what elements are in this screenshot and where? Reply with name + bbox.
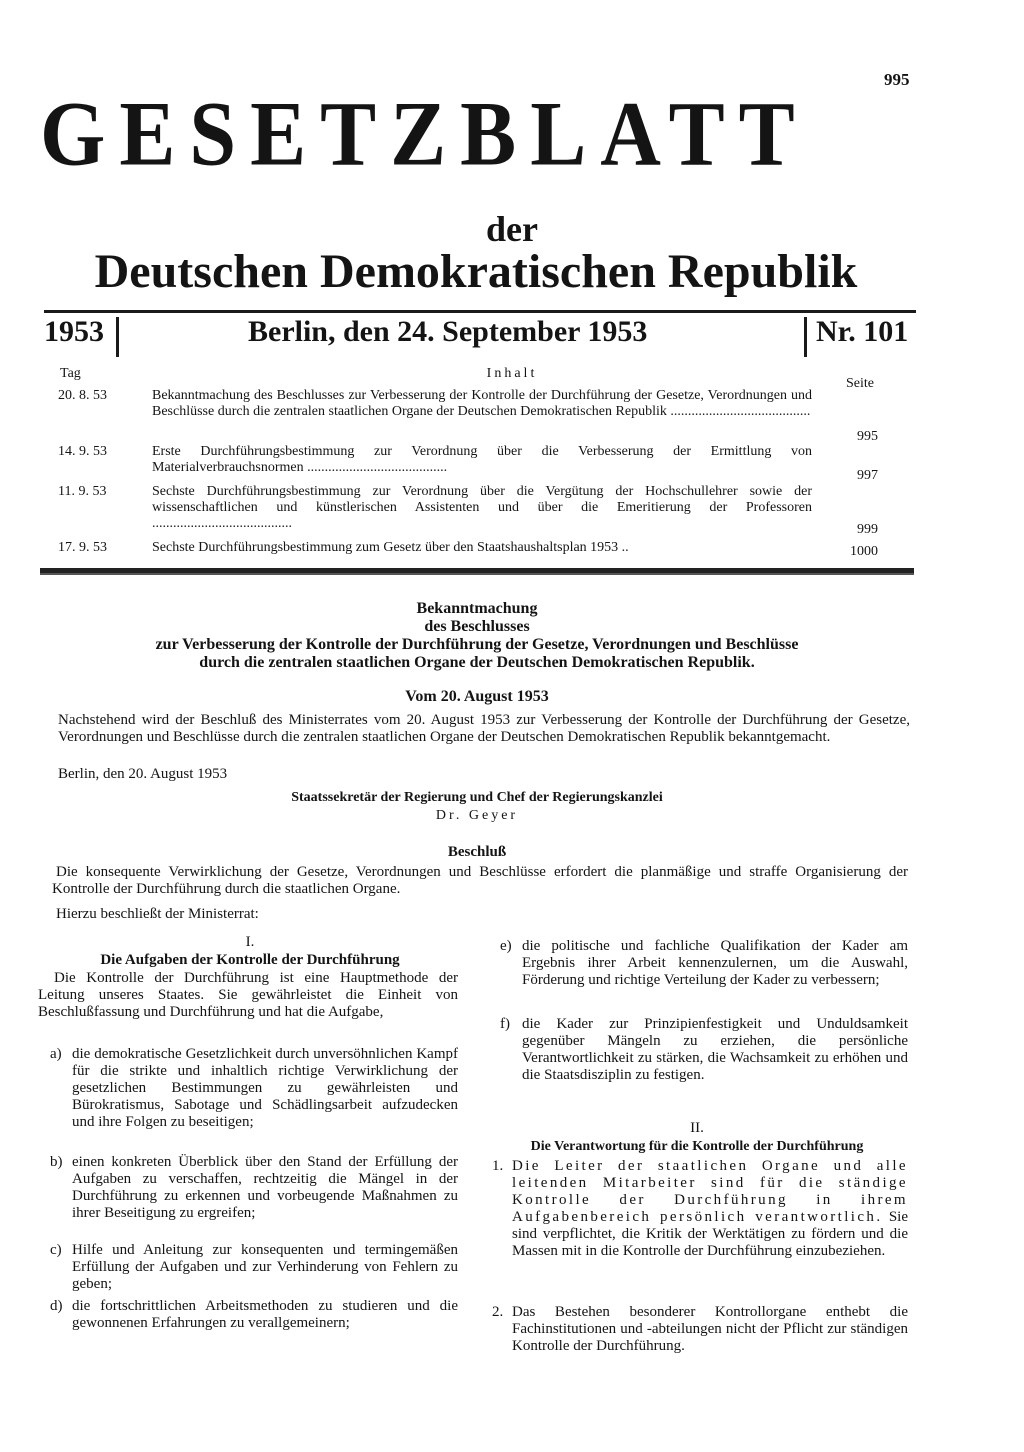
title-line: durch die zentralen staatlichen Organe der Deutschen Demokratischen Republik. — [199, 654, 755, 671]
toc-date: 20. 8. 53 — [58, 388, 107, 403]
issue-date: Berlin, den 24. September 1953 — [248, 315, 648, 348]
masthead-der: der — [486, 209, 538, 249]
item-label: e) — [500, 938, 512, 954]
divider — [116, 317, 119, 357]
title-line: des Beschlusses — [424, 618, 530, 635]
item-text: einen konkreten Überblick über den Stand der Erfüllung der Aufgaben zu verschaffen, rechtzeitig die Mängel in der Durchführung zu erkennen und vorbeugende Maßnahmen zu ihrer Beseitigung zu ergreifen; — [72, 1154, 458, 1221]
section1-number: I. — [245, 934, 255, 950]
dateline — [44, 310, 916, 361]
signatory-title: Staatssekretär der Regierung und Chef der Regierungskanzlei — [291, 790, 663, 805]
section1-intro: Die Kontrolle der Durchführung ist eine Hauptmethode der Leitung unseres Staates. Sie gewährleistet die Einheit von Beschlußfassung und Durchführung und hat die Aufgabe, — [38, 970, 458, 1020]
item-label: c) — [50, 1242, 62, 1258]
toc-title: Bekanntmachung des Beschlusses zur Verbesserung der Kontrolle der Durchführung der Gesetze, Verordnungen und Beschlüsse durch die zentralen staatlichen Organe der Deutschen Demokratischen Republik ........................................ — [152, 388, 812, 419]
section2-number: II. — [690, 1120, 704, 1136]
announcement-date: Vom 20. August 1953 — [405, 688, 549, 705]
issue-number: Nr. 101 — [816, 315, 909, 348]
toc-date: 11. 9. 53 — [58, 484, 107, 499]
page-number: 995 — [884, 70, 910, 89]
toc-page: 995 — [857, 429, 878, 444]
item-text: die fortschrittlichen Arbeitsmethoden zu studieren und die gewonnenen Erfahrungen zu verallgemeinern; — [72, 1298, 458, 1331]
item-label: 2. — [492, 1304, 504, 1320]
toc-entry — [58, 540, 878, 558]
toc-page: 997 — [857, 468, 878, 483]
toc-date: 14. 9. 53 — [58, 444, 107, 459]
year: 1953 — [44, 315, 104, 348]
toc-entry — [58, 484, 878, 536]
decision-intro: Die konsequente Verwirklichung der Gesetze, Verordnungen und Beschlüsse erfordert die planmäßige und straffe Organisierung der Kontrolle der Durchführung durch die staatlichen Organe. — [52, 864, 908, 897]
masthead-state: Deutschen Demokratischen Republik — [94, 245, 858, 298]
announcement-title — [40, 600, 914, 672]
point-text: Das Bestehen besonderer Kontrollorgane enthebt die Fachinstitutionen und -abteilungen nicht der Pflicht zur ständigen Kontrolle der Durchführung. — [512, 1304, 908, 1354]
toc-col-day: Tag — [60, 366, 81, 381]
signatory-name: Dr. Geyer — [435, 808, 519, 823]
toc-heading: Inhalt — [486, 366, 538, 381]
item-text: die Kader zur Prinzipienfestigkeit und Unduldsamkeit gegenüber Mängeln zu erziehen, die persönliche Verantwortlichkeit zu stärken, die Wachsamkeit zu erhöhen und die Staatsdisziplin zu festigen. — [522, 1016, 908, 1083]
title-line: zur Verbesserung der Kontrolle der Durchführung der Gesetze, Verordnungen und Beschlüsse — [155, 636, 799, 653]
item-label: f) — [500, 1016, 510, 1032]
toc-col-page: Seite — [846, 376, 874, 391]
masthead-title: GESETZBLATT — [40, 82, 809, 186]
title-line: Bekanntmachung — [416, 600, 538, 617]
item-text: die politische und fachliche Qualifikation der Kader am Ergebnis ihrer Arbeit kennenzulernen, um die Auswahl, Förderung und richtige Verteilung der Kader zu verbessern; — [522, 938, 908, 988]
item-label: 1. — [492, 1158, 504, 1174]
section1-title: Die Aufgaben der Kontrolle der Durchführung — [100, 952, 400, 968]
toc-page: 1000 — [850, 544, 878, 559]
divider — [804, 317, 807, 357]
point-text: Sie sind verpflichtet, die Kritik der Werktätigen zu fördern und die Massen mit in die Kontrolle der Durchführung einzubeziehen. — [512, 1209, 909, 1259]
announcement-place-date: Berlin, den 20. August 1953 — [58, 766, 228, 782]
item-label: d) — [50, 1298, 63, 1314]
announcement-intro: Nachstehend wird der Beschluß des Ministerrates vom 20. August 1953 zur Verbesserung der Kontrolle der Durchführung der Gesetze, Verordnungen und Beschlüsse durch die zentralen staatlichen Organe der Deutschen Demokratischen Republik bekanntgemacht. — [58, 712, 910, 745]
item-label: b) — [50, 1154, 63, 1170]
point-body — [512, 1158, 908, 1260]
toc-title: Sechste Durchführungsbestimmung zum Gesetz über den Staatshaushaltsplan 1953 .. — [152, 540, 629, 555]
point-text-spaced: Die Leiter der staatlichen Organe und alle leitenden Mitarbeiter sind für die ständige Kontrolle der Durchführung in ihrem Aufgabenbereich persönlich verantwortlich. — [512, 1158, 908, 1225]
item-label: a) — [50, 1046, 62, 1062]
decision-heading: Beschluß — [447, 844, 507, 860]
item-text: die demokratische Gesetzlichkeit durch unversöhnlichen Kampf für die strikte und inhaltlich richtige Verwirklichung der gesetzlichen Bestimmungen zu gewährleisten und Bürokratismus, Sabotage und Schädlingsarbeit aufzudecken und ihre Folgen zu beseitigen; — [72, 1046, 458, 1130]
toc-page: 999 — [857, 522, 878, 537]
toc-title: Erste Durchführungsbestimmung zur Verordnung über die Verbesserung der Ermittlung von Materialverbrauchsnormen ........................................ — [152, 444, 812, 475]
toc-date: 17. 9. 53 — [58, 540, 107, 555]
section2-title: Die Verantwortung für die Kontrolle der Durchführung — [530, 1139, 864, 1154]
toc-title: Sechste Durchführungsbestimmung zur Verordnung über die Vergütung der Hochschullehrer sowie der wissenschaftlichen und künstlerischen Assistenten und über die Emeritierung der Professoren ........................................ — [152, 484, 812, 531]
separator-rule — [40, 568, 914, 575]
toc-entry — [58, 444, 878, 483]
decision-resolves: Hierzu beschließt der Ministerrat: — [56, 906, 259, 922]
item-text: Hilfe und Anleitung zur konsequenten und termingemäßen Erfüllung der Aufgaben und zur Verhinderung von Fehlern zu geben; — [72, 1242, 458, 1292]
toc-entry — [58, 388, 878, 444]
